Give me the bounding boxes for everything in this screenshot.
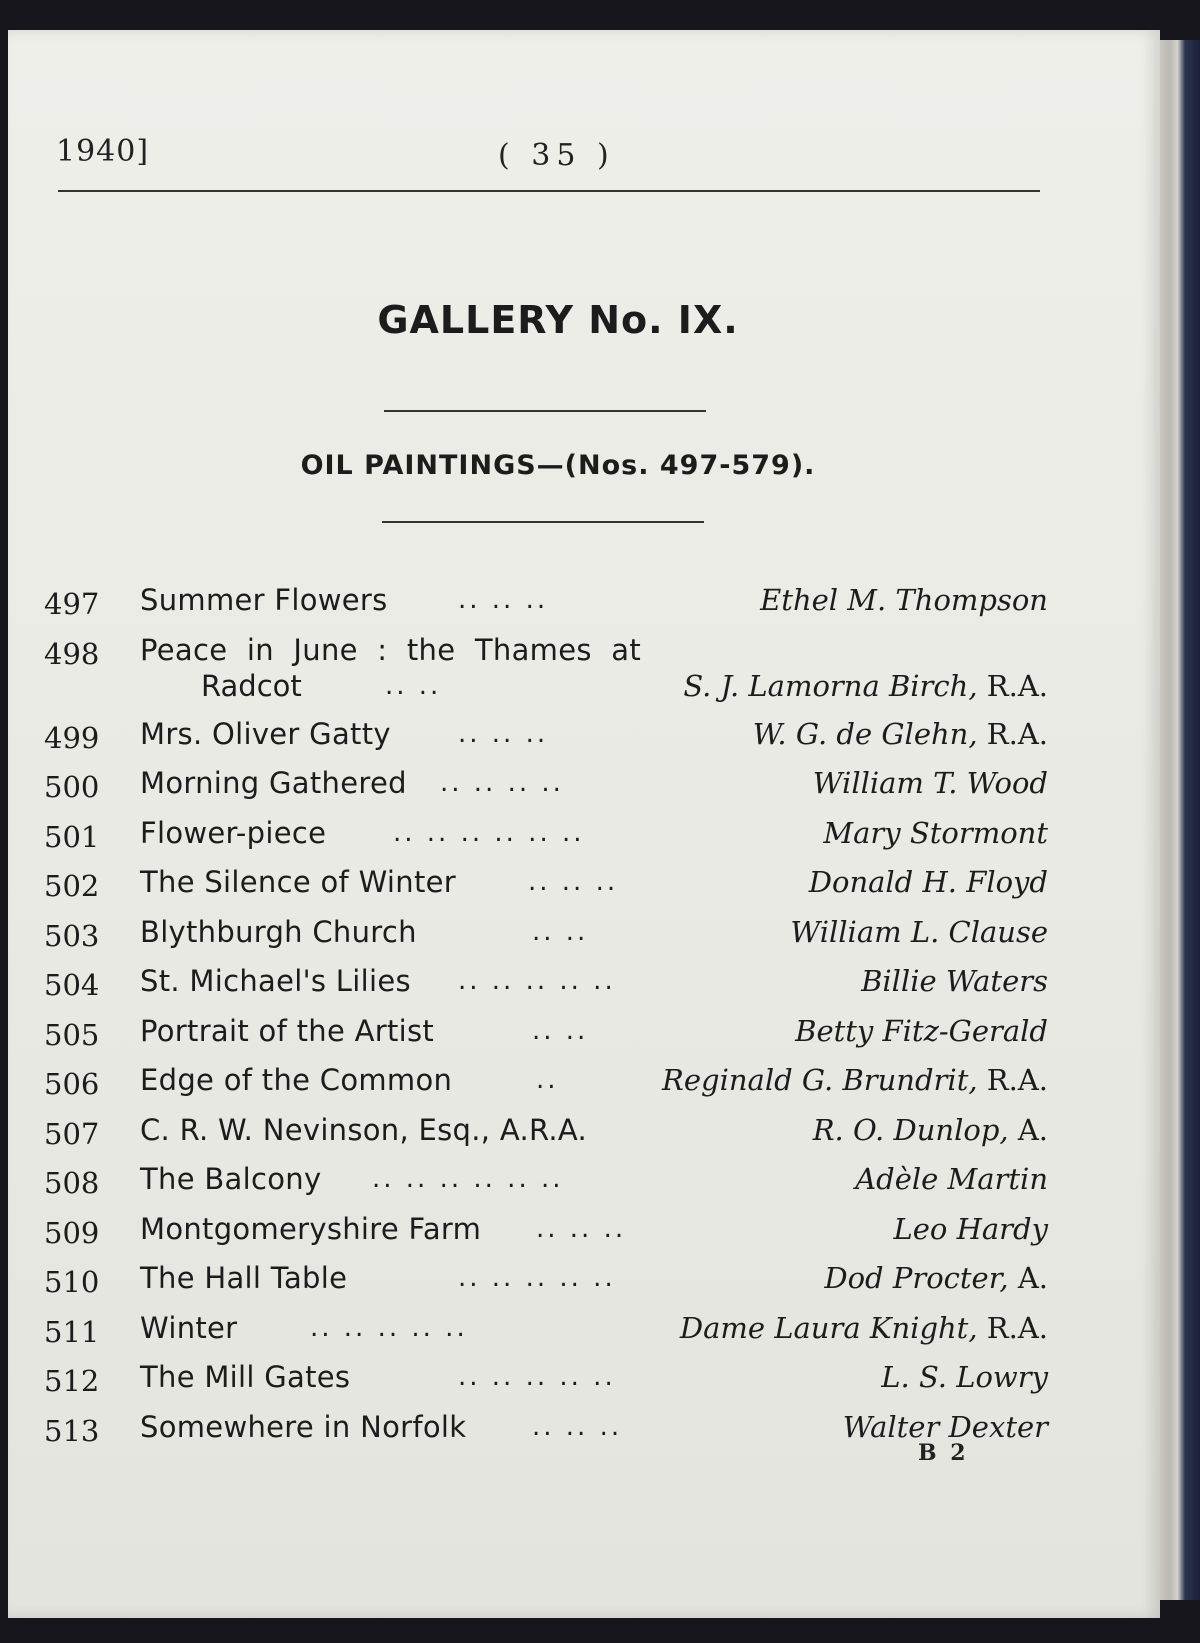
catalogue-entry	[38, 963, 1048, 1013]
entry-number: 501	[44, 819, 100, 854]
catalogue-entry	[38, 1409, 1048, 1459]
catalogue-entry	[38, 914, 1048, 964]
catalogue-entry	[38, 632, 1048, 716]
entry-artist	[760, 582, 1048, 618]
artist-suffix: R.A.	[977, 716, 1048, 751]
catalogue-entry	[38, 716, 1048, 766]
page-number: ( 35 )	[498, 138, 615, 173]
artist-suffix: A.	[1008, 1112, 1048, 1147]
entry-title: The Hall Table	[140, 1261, 348, 1295]
title-rule-bottom	[382, 521, 704, 523]
artist-suffix: A.	[1008, 1261, 1048, 1295]
catalogue-entry	[38, 582, 1048, 632]
dot-leaders: .. ..	[532, 916, 589, 947]
catalogue-entry	[38, 1062, 1048, 1112]
gallery-title: GALLERY No. IX.	[377, 298, 739, 342]
entry-artist	[894, 1211, 1049, 1247]
entry-title: Montgomeryshire Farm	[140, 1211, 482, 1246]
dot-leaders: .. .. .. .. ..	[310, 1312, 468, 1343]
entry-number: 497	[44, 587, 100, 621]
dot-leaders: .. .. .. .. ..	[458, 966, 616, 996]
entry-artist	[790, 914, 1048, 950]
entry-artist	[881, 1359, 1048, 1395]
dot-leaders: .. .. .. .. ..	[458, 1362, 616, 1392]
artist-name: Leo Hardy	[893, 1211, 1048, 1246]
artist-name: William T. Wood	[812, 766, 1048, 800]
entry-number: 511	[44, 1314, 100, 1349]
title-rule-top	[384, 410, 706, 412]
catalogue-entry	[38, 864, 1048, 914]
artist-name: W. G. de Glehn,	[752, 716, 978, 751]
catalogue-entry	[38, 815, 1048, 865]
dot-leaders: ..	[536, 1065, 559, 1095]
dot-leaders: .. .. .. .. ..	[458, 1263, 616, 1293]
artist-name: S. J. Lamorna Birch,	[683, 668, 978, 703]
entry-number: 502	[44, 869, 100, 903]
catalogue-entry	[38, 1112, 1048, 1162]
entry-artist	[824, 1260, 1048, 1296]
header-rule	[58, 190, 1040, 192]
entry-number: 506	[44, 1067, 100, 1101]
entry-title: Peace in June : the Thames at	[140, 632, 642, 667]
artist-name: Ethel M. Thompson	[760, 583, 1048, 617]
dot-leaders: .. .. ..	[536, 1213, 627, 1244]
entry-title: C. R. W. Nevinson, Esq., A.R.A.	[140, 1112, 588, 1147]
artist-name: Dame Laura Knight,	[679, 1310, 978, 1345]
artist-name: Walter Dexter	[842, 1409, 1048, 1444]
running-head	[8, 30, 1160, 230]
catalogue-entry	[38, 1310, 1048, 1360]
entry-number: 507	[44, 1116, 100, 1151]
artist-name: Dod Procter,	[824, 1261, 1009, 1295]
entry-number: 499	[44, 720, 100, 755]
entry-artist	[683, 668, 1048, 704]
artist-name: Reginald G. Brundrit,	[662, 1063, 978, 1097]
entry-artist	[680, 1310, 1048, 1346]
dot-leaders: .. .. ..	[458, 718, 549, 749]
entry-number: 500	[44, 770, 100, 804]
catalogue-entry	[38, 1260, 1048, 1310]
entry-title: Mrs. Oliver Gatty	[140, 716, 391, 751]
catalogue-page	[8, 30, 1160, 1618]
entry-title: Somewhere in Norfolk	[140, 1409, 467, 1444]
artist-name: Adèle Martin	[855, 1162, 1048, 1196]
entry-number: 512	[44, 1364, 100, 1398]
entry-artist	[753, 716, 1048, 752]
artist-suffix: R.A.	[977, 668, 1048, 703]
entry-artist	[795, 1013, 1048, 1049]
dot-leaders: .. .. ..	[528, 867, 619, 897]
dot-leaders: .. .. ..	[458, 585, 549, 615]
catalogue-list	[38, 582, 1048, 1458]
dot-leaders: .. ..	[532, 1015, 589, 1046]
section-title: OIL PAINTINGS—(Nos. 497-579).	[300, 450, 816, 481]
entry-title: Portrait of the Artist	[140, 1013, 435, 1048]
entry-title-continued: Radcot	[201, 668, 302, 703]
artist-suffix: R.A.	[977, 1310, 1048, 1345]
entry-artist	[809, 864, 1048, 900]
dot-leaders: .. .. ..	[532, 1411, 623, 1442]
entry-artist	[813, 1112, 1048, 1148]
entry-number: 509	[44, 1215, 100, 1250]
entry-number: 508	[44, 1166, 100, 1200]
artist-name: Donald H. Floyd	[808, 865, 1048, 899]
entry-title: St. Michael's Lilies	[140, 964, 411, 998]
entry-number: 505	[44, 1017, 100, 1052]
artist-name: William L. Clause	[790, 914, 1048, 949]
dot-leaders: .. .. .. ..	[440, 768, 564, 798]
dot-leaders: .. .. .. .. .. ..	[393, 817, 585, 848]
entry-title: The Silence of Winter	[140, 865, 456, 899]
catalogue-entry	[38, 1211, 1048, 1261]
entry-title: Blythburgh Church	[140, 914, 417, 949]
entry-title: Edge of the Common	[140, 1063, 453, 1097]
artist-name: Betty Fitz-Gerald	[795, 1013, 1048, 1048]
entry-number: 510	[44, 1265, 100, 1299]
entry-title: Summer Flowers	[140, 583, 388, 617]
artist-name: Billie Waters	[861, 964, 1048, 998]
running-head-year: 1940]	[56, 134, 150, 169]
entry-title: The Balcony	[140, 1162, 322, 1196]
artist-suffix: R.A.	[977, 1063, 1048, 1097]
entry-number: 513	[44, 1413, 100, 1448]
entry-artist	[855, 1161, 1048, 1197]
entry-artist	[662, 1062, 1048, 1098]
catalogue-entry	[38, 1013, 1048, 1063]
entry-number: 503	[44, 918, 100, 953]
catalogue-entry	[38, 1359, 1048, 1409]
entry-title: Winter	[140, 1310, 238, 1345]
entry-artist	[823, 815, 1048, 851]
dot-leaders: .. .. .. .. .. ..	[372, 1164, 564, 1194]
entry-title: Flower-piece	[140, 815, 327, 850]
entry-artist	[813, 765, 1048, 801]
entry-title: Morning Gathered	[140, 766, 407, 800]
entry-number: 498	[44, 636, 100, 671]
dot-leaders: .. ..	[385, 670, 442, 701]
signature-mark: B 2	[918, 1440, 969, 1466]
catalogue-entry	[38, 1161, 1048, 1211]
entry-number: 504	[44, 968, 100, 1002]
artist-name: L. S. Lowry	[881, 1360, 1048, 1394]
entry-title: The Mill Gates	[140, 1360, 351, 1394]
entry-artist	[861, 963, 1048, 999]
artist-name: R. O. Dunlop,	[812, 1112, 1009, 1147]
catalogue-entry	[38, 765, 1048, 815]
artist-name: Mary Stormont	[823, 815, 1048, 850]
